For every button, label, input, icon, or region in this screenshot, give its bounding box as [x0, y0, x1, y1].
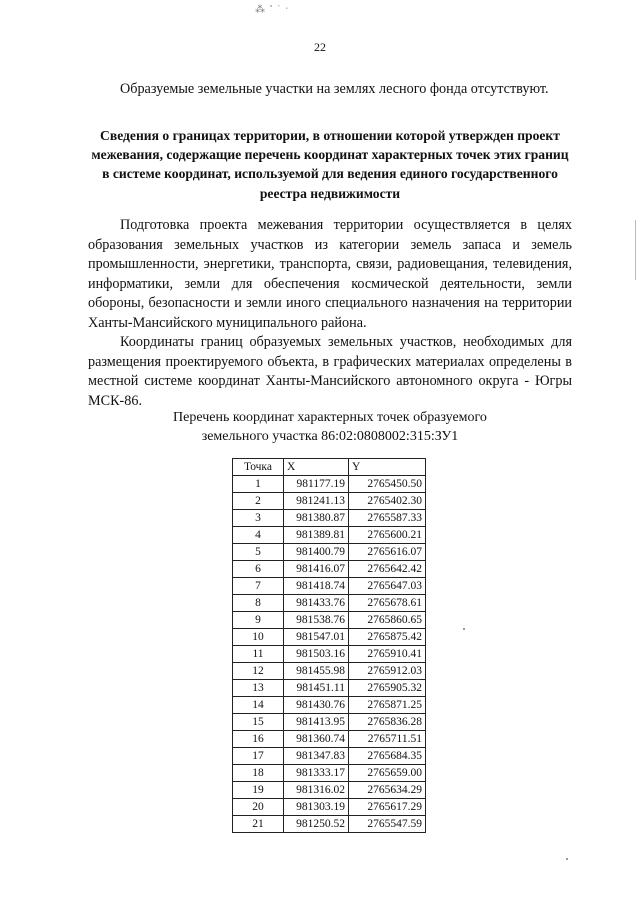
cell-y: 2765642.42: [349, 561, 426, 578]
cell-x: 981430.76: [284, 697, 349, 714]
cell-x: 981303.19: [284, 799, 349, 816]
table-row: [233, 629, 426, 646]
cell-y: 2765402.30: [349, 493, 426, 510]
cell-x: 981400.79: [284, 544, 349, 561]
cell-y: 2765860.65: [349, 612, 426, 629]
scan-dust-dot: [463, 628, 465, 630]
table-row: [233, 595, 426, 612]
cell-y: 2765634.29: [349, 782, 426, 799]
cell-y: 2765547.59: [349, 816, 426, 833]
cell-x: 981333.17: [284, 765, 349, 782]
cell-point: 2: [233, 493, 284, 510]
cell-x: 981416.07: [284, 561, 349, 578]
cell-point: 6: [233, 561, 284, 578]
cell-y: 2765684.35: [349, 748, 426, 765]
cell-point: 15: [233, 714, 284, 731]
cell-point: 13: [233, 680, 284, 697]
cell-y: 2765912.03: [349, 663, 426, 680]
cell-y: 2765871.25: [349, 697, 426, 714]
cell-x: 981347.83: [284, 748, 349, 765]
table-row: [233, 663, 426, 680]
cell-y: 2765616.07: [349, 544, 426, 561]
cell-x: 981451.11: [284, 680, 349, 697]
scan-dust-dot: [566, 858, 568, 860]
cell-y: 2765617.29: [349, 799, 426, 816]
cell-point: 12: [233, 663, 284, 680]
cell-x: 981241.13: [284, 493, 349, 510]
cell-point: 17: [233, 748, 284, 765]
cell-y: 2765647.03: [349, 578, 426, 595]
cell-point: 19: [233, 782, 284, 799]
table-row: [233, 493, 426, 510]
cell-x: 981418.74: [284, 578, 349, 595]
table-row: [233, 680, 426, 697]
paragraph-preparation: Подготовка проекта межевания территории осуществляется в целях образования земельных участков из категории земель запаса и земель промышленности, энергетики, транспорта, связи, радиовещания, телевидения, информатики, земли для обеспечения космической деятельности, земли обороны, безопасности и земли иного специального назначения на территории Ханты-Мансийского муниципального района.: [88, 217, 572, 331]
cell-y: 2765875.42: [349, 629, 426, 646]
table-row: [233, 782, 426, 799]
cell-x: 981177.19: [284, 476, 349, 493]
cell-y: 2765905.32: [349, 680, 426, 697]
header-x: X: [284, 459, 349, 476]
table-body: [233, 476, 426, 833]
scan-stamp-mark: ⁂ ˚ ˙ ·: [254, 3, 290, 16]
cell-x: 981433.76: [284, 595, 349, 612]
coordinates-table: [232, 458, 426, 833]
table-row: [233, 748, 426, 765]
table-row: [233, 697, 426, 714]
table-caption: [130, 408, 530, 446]
cell-point: 10: [233, 629, 284, 646]
cell-point: 11: [233, 646, 284, 663]
cell-x: 981538.76: [284, 612, 349, 629]
cell-point: 14: [233, 697, 284, 714]
table-row: [233, 544, 426, 561]
cell-point: 3: [233, 510, 284, 527]
table-row: [233, 476, 426, 493]
cell-point: 18: [233, 765, 284, 782]
cell-y: 2765600.21: [349, 527, 426, 544]
cell-y: 2765678.61: [349, 595, 426, 612]
cell-point: 21: [233, 816, 284, 833]
table-row: [233, 731, 426, 748]
cell-y: 2765659.00: [349, 765, 426, 782]
cell-point: 5: [233, 544, 284, 561]
table-row: [233, 646, 426, 663]
cell-point: 8: [233, 595, 284, 612]
cell-x: 981380.87: [284, 510, 349, 527]
cell-point: 7: [233, 578, 284, 595]
table-caption-line-2: земельного участка 86:02:0808002:315:ЗУ1: [201, 429, 459, 444]
cell-x: 981389.81: [284, 527, 349, 544]
cell-x: 981250.52: [284, 816, 349, 833]
cell-y: 2765711.51: [349, 731, 426, 748]
table-row: [233, 578, 426, 595]
scan-edge-line: [635, 220, 636, 280]
table-header-row: [233, 459, 426, 476]
cell-point: 16: [233, 731, 284, 748]
table-row: [233, 612, 426, 629]
cell-point: 1: [233, 476, 284, 493]
cell-y: 2765587.33: [349, 510, 426, 527]
cell-y: 2765450.50: [349, 476, 426, 493]
cell-point: 9: [233, 612, 284, 629]
table-caption-line-1: Перечень координат характерных точек образуемого: [173, 410, 487, 425]
table-row: [233, 816, 426, 833]
page-number: 22: [314, 40, 326, 54]
paragraph-coordinates: Координаты границ образуемых земельных участков, необходимых для размещения проектируемого объекта, в графических материалах определены в местной системе координат Ханты-Мансийского автономного округа - Югры МСК-86.: [88, 334, 572, 409]
cell-y: 2765836.28: [349, 714, 426, 731]
header-point: Точка: [233, 459, 284, 476]
cell-x: 981503.16: [284, 646, 349, 663]
cell-point: 20: [233, 799, 284, 816]
table-row: [233, 765, 426, 782]
section-heading: Сведения о границах территории, в отношении которой утвержден проект межевания, содержащие перечень координат характерных точек этих границ в системе координат, используемой для ведения единого государственного реестра недвижимости: [91, 128, 569, 201]
cell-x: 981316.02: [284, 782, 349, 799]
cell-x: 981413.95: [284, 714, 349, 731]
table-row: [233, 799, 426, 816]
cell-x: 981360.74: [284, 731, 349, 748]
table-row: [233, 510, 426, 527]
header-y: Y: [349, 459, 426, 476]
cell-point: 4: [233, 527, 284, 544]
cell-y: 2765910.41: [349, 646, 426, 663]
cell-x: 981455.98: [284, 663, 349, 680]
table-row: [233, 527, 426, 544]
table-row: [233, 561, 426, 578]
cell-x: 981547.01: [284, 629, 349, 646]
table-row: [233, 714, 426, 731]
intro-paragraph: Образуемые земельные участки на землях лесного фонда отсутствуют.: [120, 81, 549, 97]
